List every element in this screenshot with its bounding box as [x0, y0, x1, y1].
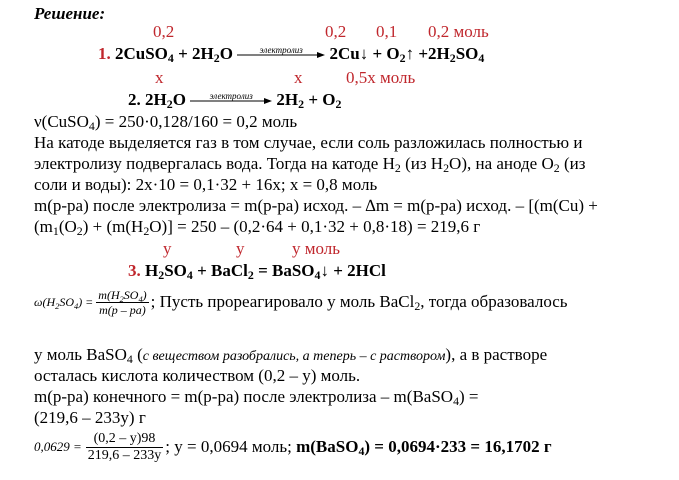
para1-text: O), на аноде O — [449, 154, 554, 173]
eq1-lhs: + 2H — [173, 44, 214, 63]
eq1-rhs: 2Cu↓ + O — [329, 44, 400, 63]
para2-text: m(р-ра) конечного = m(р-ра) после электролиза – m(BaSO — [34, 387, 454, 406]
eq2-sub: 2 — [335, 97, 342, 111]
eq2-rhs: + O — [304, 90, 336, 109]
omega-sub: 4 — [74, 301, 79, 311]
para1-text: (из H — [400, 154, 444, 173]
final-lhs: 0,0629 = — [34, 439, 82, 454]
eq1-top-coef-1: 0,2 — [153, 22, 175, 41]
eq1-bottom-x-2: x — [294, 68, 303, 87]
eq2-arrow-label: электролиз — [209, 91, 253, 102]
final-denominator: 219,6 – 233y — [87, 447, 162, 463]
eq1-number: 1. — [98, 44, 111, 63]
final-text: ; y = 0,0694 моль; — [165, 437, 297, 456]
omega-text: ) = — [78, 294, 94, 309]
eq1-sub: 2 — [213, 51, 220, 65]
para2-sub: 4 — [453, 394, 460, 408]
eq1-bottom-x-1: x — [155, 68, 164, 87]
omega-text: ω(H — [34, 294, 56, 309]
eq1-rhs: ↑ +2H — [405, 44, 450, 63]
para1-sub: 2 — [553, 161, 560, 175]
para1-sub: 2 — [76, 224, 83, 238]
omega-numerator — [96, 288, 148, 303]
para1-sub: 1 — [52, 224, 59, 238]
eq3-top-y-3: y моль — [292, 239, 341, 258]
omega-sub: 2 — [119, 294, 124, 304]
eq1-top-coef-2: 0,2 — [325, 22, 347, 41]
equation-1 — [98, 44, 484, 64]
para1-text: (O — [58, 217, 77, 236]
omega-sub: 2 — [55, 301, 60, 311]
final-numerator: (0,2 – y)98 — [86, 431, 164, 448]
omega-text: m(H — [98, 287, 120, 302]
moles-line — [34, 112, 297, 132]
para1-line-1: На катоде выделяется газ в том случае, если соль разложилась полностью и — [34, 133, 583, 152]
para2-line-2: осталась кислота количеством (0,2 – y) моль. — [34, 366, 361, 385]
omega-text: SO — [59, 294, 74, 309]
final-fraction — [86, 431, 164, 464]
para1-text: O)] = 250 – (0,2·64 + 0,1·32 + 0,8·18) = 219,6 г — [149, 217, 481, 236]
eq1-sub: 4 — [478, 51, 485, 65]
final-text: m(BaSO — [296, 437, 359, 456]
eq3-top-y-1: y — [163, 239, 172, 258]
eq2-number: 2. — [128, 90, 141, 109]
omega-text: SO — [123, 287, 139, 302]
eq3-sub: 4 — [186, 268, 193, 282]
omega-sentence — [151, 292, 568, 312]
eq3-sub: 4 — [314, 268, 321, 282]
omega-denominator: m(p – pa) — [99, 302, 146, 317]
omega-text: ) — [142, 287, 147, 302]
para1-text: электролизу подвергалась вода. Тогда на катоде H — [34, 154, 395, 173]
eq2-lhs: O — [172, 90, 186, 109]
eq3-text: ↓ + 2HCl — [320, 261, 386, 280]
eq3-text: + BaCl — [192, 261, 248, 280]
final-sub: 4 — [358, 444, 365, 458]
para2-text: ), а в растворе — [445, 345, 548, 364]
omega-lhs — [34, 295, 93, 310]
moles-text: ν(CuSO — [34, 112, 89, 131]
para2-text: y моль BaSO — [34, 345, 127, 364]
para2-line-3 — [34, 387, 479, 407]
eq3-number: 3. — [128, 261, 141, 280]
eq1-bottom-05x: 0,5x моль — [346, 68, 416, 87]
final-sentence — [165, 437, 551, 457]
omega-text: ; Пусть прореагировало y моль BaCl — [150, 292, 415, 311]
final-text: ) = 0,0694·233 = — [364, 437, 485, 456]
eq2-rhs: 2H — [276, 90, 299, 109]
eq3-sub: 2 — [158, 268, 165, 282]
para2-line-4: (219,6 – 233y) г — [34, 408, 146, 427]
para2-text: ) = — [459, 387, 479, 406]
eq1-top-coef-3: 0,1 — [376, 22, 398, 41]
eq1-arrow-label: электролиз — [259, 45, 303, 56]
omega-fraction — [96, 288, 148, 317]
eq1-top-coef-4: 0,2 моль — [428, 22, 489, 41]
eq2-sub: 2 — [166, 97, 173, 111]
eq1-lhs: 2CuSO — [115, 44, 168, 63]
para1-line-3: соли и воды): 2x·10 = 0,1·32 + 16x; x = 0,8 моль — [34, 175, 378, 194]
solution-heading: Решение: — [34, 4, 106, 23]
mass-fraction-formula — [34, 283, 568, 321]
eq2-lhs: 2H — [140, 90, 167, 109]
para1-text: (из — [559, 154, 586, 173]
eq1-sub: 2 — [399, 51, 406, 65]
eq3-sub: 2 — [247, 268, 254, 282]
para1-text: (m — [34, 217, 53, 236]
para1-text: ) + (m(H — [82, 217, 144, 236]
eq3-text: H — [140, 261, 159, 280]
eq2-arrow — [190, 91, 272, 105]
para2-text: ( — [132, 345, 143, 364]
para1-sub: 2 — [143, 224, 150, 238]
para1-sub: 2 — [394, 161, 401, 175]
eq2-sub: 2 — [298, 97, 305, 111]
para2-italic-note: с веществом разобрались, а теперь – с раствором — [142, 349, 446, 364]
para1-line-4: m(р-ра) после электролиза = m(р-ра) исход. – ∆m = m(р-ра) исход. – [(m(Cu) + — [34, 196, 598, 215]
para2-sub: 4 — [126, 352, 133, 366]
eq1-rhs: SO — [455, 44, 479, 63]
omega-sub: 4 — [138, 294, 143, 304]
eq3-text: SO — [164, 261, 187, 280]
omega-sub: 2 — [414, 299, 421, 313]
para1-line-5 — [34, 217, 480, 237]
equation-3 — [128, 261, 386, 281]
eq1-arrow — [237, 45, 325, 59]
moles-sub: 4 — [88, 119, 95, 133]
equation-2 — [128, 90, 341, 110]
eq1-lhs: O — [219, 44, 233, 63]
para1-sub: 2 — [443, 161, 450, 175]
eq3-text: = BaSO — [253, 261, 315, 280]
eq1-sub: 4 — [167, 51, 174, 65]
eq1-sub: 2 — [449, 51, 456, 65]
para1-line-2 — [34, 154, 585, 174]
omega-text: , тогда образовалось — [420, 292, 568, 311]
final-formula — [34, 427, 552, 467]
moles-text: ) = 250·0,128/160 = 0,2 моль — [94, 112, 298, 131]
eq3-top-y-2: y — [236, 239, 245, 258]
final-answer: 16,1702 г — [484, 437, 552, 456]
para2-line-1 — [34, 345, 547, 367]
